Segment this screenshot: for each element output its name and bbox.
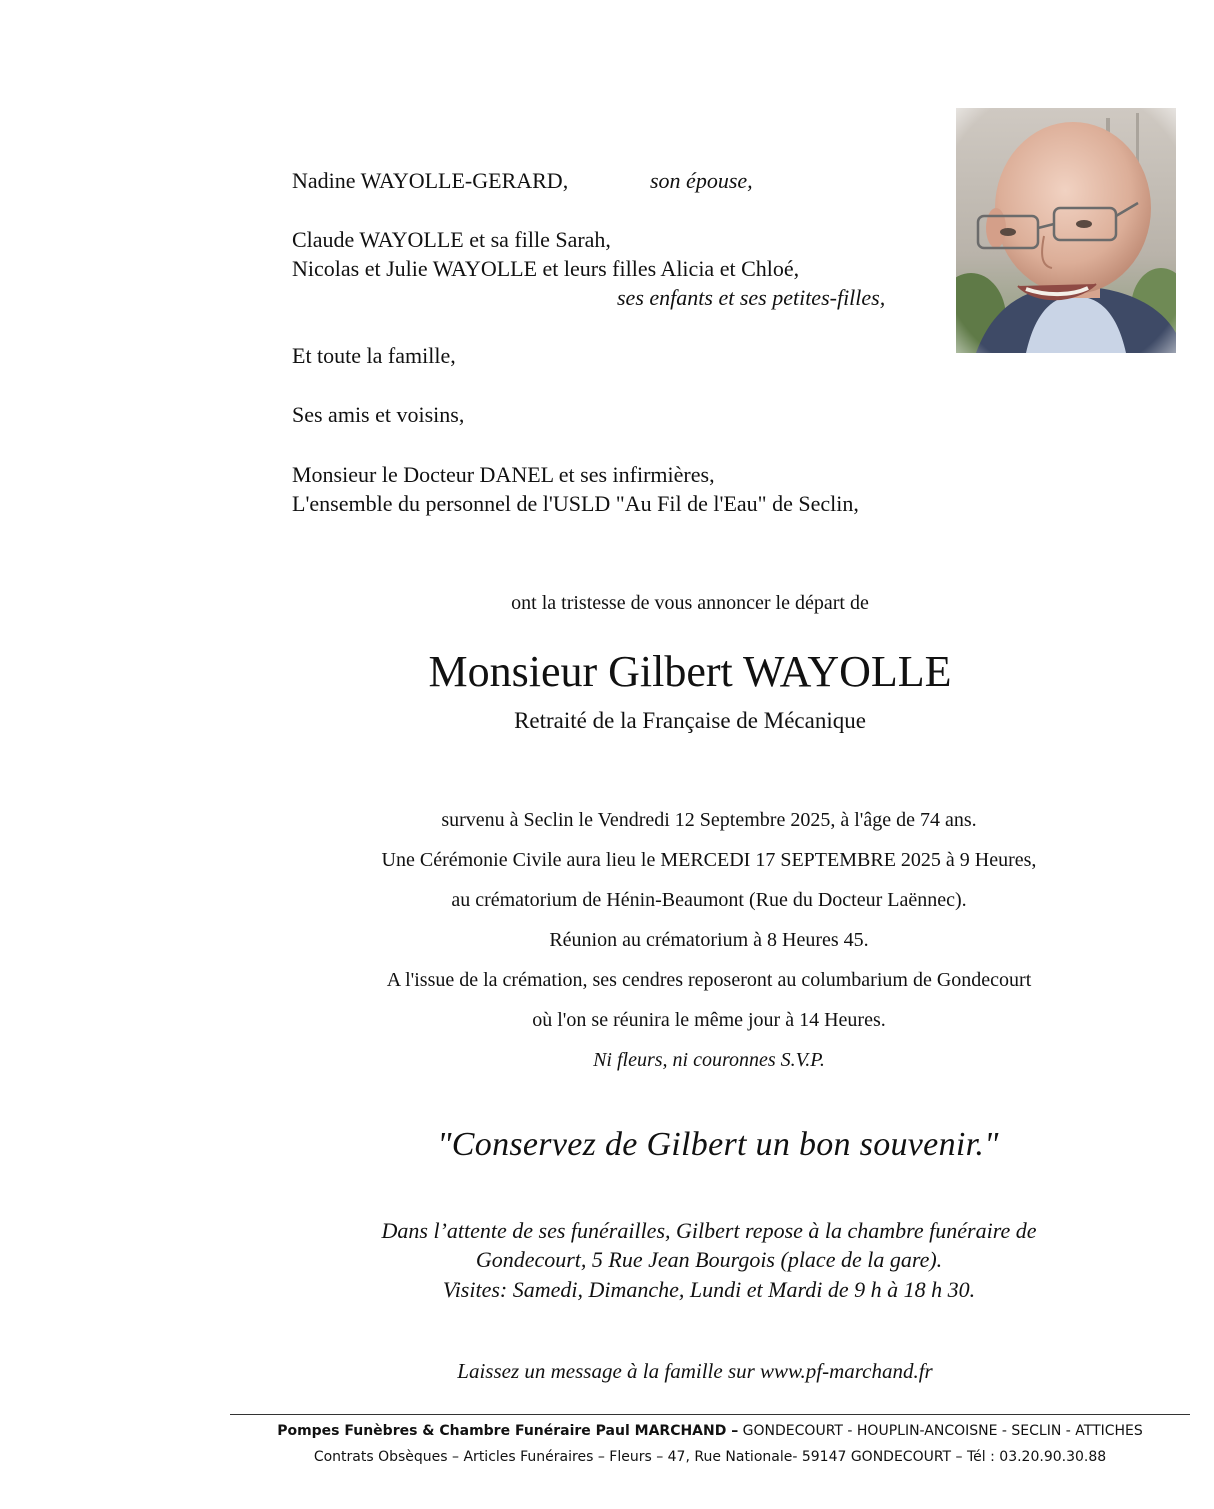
funeral-home-name: Pompes Funèbres & Chambre Funéraire Paul MARCHAND – [277, 1423, 739, 1439]
detail-line-2: Une Cérémonie Civile aura lieu le MERCEDI 17 SEPTEMBRE 2025 à 9 Heures, [381, 849, 1037, 871]
family-line-children-2: Nicolas et Julie WAYOLLE et leurs filles Alicia et Chloé, [292, 256, 800, 281]
spouse-name: Nadine WAYOLLE-GERARD, [292, 168, 569, 193]
family-line-friends: Ses amis et voisins, [292, 402, 465, 427]
detail-line-3: au crématorium de Hénin-Beaumont (Rue du Docteur Laënnec). [451, 889, 967, 911]
family-message-link[interactable]: Laissez un message à la famille sur www.pf-marchand.fr [457, 1359, 933, 1383]
footer-line-1 [230, 1423, 1190, 1439]
funeral-home-locations: GONDECOURT - HOUPLIN-ANCOISNE - SECLIN - ATTICHES [738, 1423, 1143, 1439]
deceased-subtitle: Retraité de la Française de Mécanique [514, 708, 866, 733]
spouse-role: son épouse, [650, 168, 753, 193]
family-line-staff: L'ensemble du personnel de l'USLD "Au Fil de l'Eau" de Seclin, [292, 491, 859, 516]
family-line-spouse [292, 166, 568, 195]
detail-line-4: Réunion au crématorium à 8 Heures 45. [549, 929, 869, 951]
family-line-doctor: Monsieur le Docteur DANEL et ses infirmières, [292, 462, 715, 487]
portrait-photo [956, 108, 1176, 353]
footer-divider [230, 1414, 1190, 1415]
memorial-quote: "Conservez de Gilbert un bon souvenir." [437, 1126, 999, 1163]
deceased-name: Monsieur Gilbert WAYOLLE [428, 647, 952, 696]
family-line-children-1: Claude WAYOLLE et sa fille Sarah, [292, 227, 611, 252]
wake-line-1: Dans l’attente de ses funérailles, Gilbert repose à la chambre funéraire de [381, 1218, 1037, 1243]
detail-line-flowers: Ni fleurs, ni couronnes S.V.P. [593, 1049, 825, 1071]
detail-line-6: où l'on se réunira le même jour à 14 Heures. [532, 1009, 886, 1031]
children-role: ses enfants et ses petites-filles, [617, 285, 886, 310]
detail-line-5: A l'issue de la crémation, ses cendres reposeront au columbarium de Gondecourt [386, 969, 1032, 991]
wake-line-2: Gondecourt, 5 Rue Jean Bourgois (place de la gare). [475, 1247, 943, 1272]
announcement-intro: ont la tristesse de vous annoncer le départ de [511, 592, 869, 614]
family-line-all: Et toute la famille, [292, 343, 456, 368]
footer-line-2: Contrats Obsèques – Articles Funéraires – Fleurs – 47, Rue Nationale- 59147 GONDECOURT – Tél : 03.20.90.30.88 [313, 1449, 1107, 1465]
detail-line-1: survenu à Seclin le Vendredi 12 Septembre 2025, à l'âge de 74 ans. [441, 809, 977, 831]
wake-line-3: Visites: Samedi, Dimanche, Lundi et Mardi de 9 h à 18 h 30. [442, 1277, 976, 1302]
